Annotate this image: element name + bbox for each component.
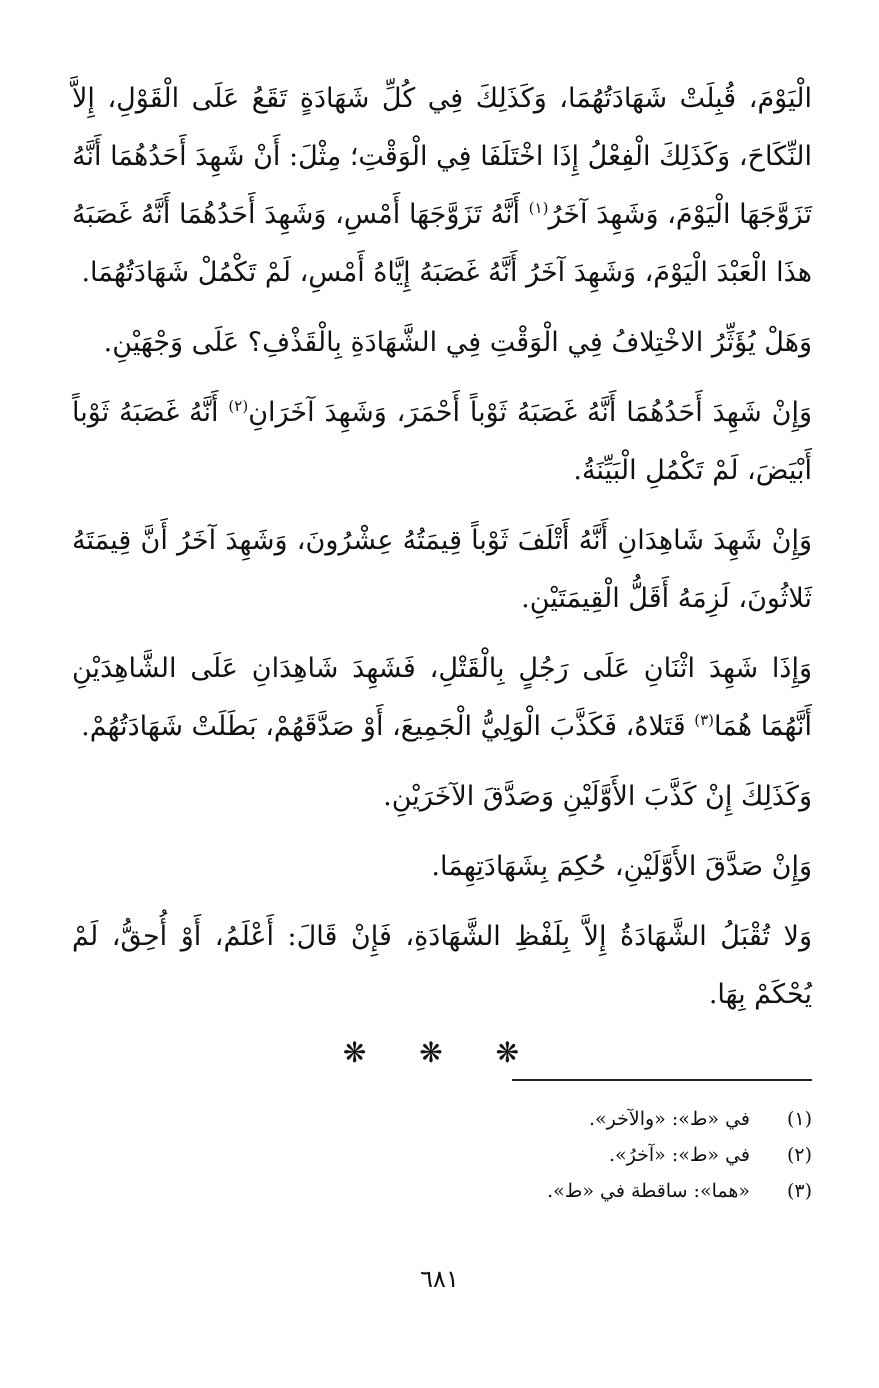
paragraph-text: أَنَّهُ غَصَبَهُ ثَوْباً أَبْيَضَ، لَمْ تَكْمُلِ الْبَيِّنَةُ. — [72, 397, 812, 486]
paragraph-text: وَإِنْ شَهِدَ أَحَدُهُمَا أَنَّهُ غَصَبَهُ ثَوْباً أَحْمَرَ، وَشَهِدَ آخَرَانِ — [248, 397, 812, 428]
footnote-3 — [72, 1173, 812, 1209]
section-separator: ❋ ❋ ❋ — [342, 1036, 542, 1069]
footnote-number: (١) — [786, 1108, 812, 1130]
paragraph-text: قَتَلاهُ، فَكَذَّبَ الْوَلِيُّ الْجَمِيعَ، أَوْ صَدَّقَهُمْ، بَطَلَتْ شَهَادَتُهُمْ. — [81, 711, 686, 742]
paragraph-text: الْيَوْمَ، قُبِلَتْ شَهَادَتُهُمَا، وَكَذَلِكَ فِي كُلِّ شَهَادَةٍ تَقَعُ عَلَى الْقَوْلِ، إِلاَّ النِّكَاحَ، وَكَذَلِكَ الْفِعْلُ إِذَا اخْتَلَفَا فِي الْوَقْتِ؛ مِثْلَ: أَنْ شَهِدَ أَحَدُهُمَا أَنَّهُ تَزَوَّجَهَا الْيَوْمَ، وَشَهِدَ آخَرُ — [72, 83, 812, 230]
paragraph-text: أَنَّهُ تَزَوَّجَهَا أَمْسِ، وَشَهِدَ أَحَدُهُمَا أَنَّهُ غَصَبَهُ هذَا الْعَبْدَ الْيَوْمَ، وَشَهِدَ آخَرُ أَنَّهُ غَصَبَهُ إِيَّاهُ أَمْسِ، لَمْ تَكْمُلْ شَهَادَتُهُمَا. — [72, 199, 812, 288]
paragraph-2: وَهَلْ يُؤَثِّرُ الاخْتِلافُ فِي الْوَقْتِ فِي الشَّهَادَةِ بِالْقَذْفِ؟ عَلَى وَجْهَيْنِ. — [103, 327, 812, 358]
paragraph-7: وَإِنْ صَدَّقَ الأَوَّلَيْنِ، حُكِمَ بِشَهَادَتِهِمَا. — [431, 851, 812, 882]
footnote-text: في «ط»: «آخرُ». — [608, 1144, 750, 1166]
page-body — [72, 70, 812, 1209]
footnote-text: «هما»: ساقطة في «ط». — [547, 1180, 750, 1202]
footnote-number: (٢) — [786, 1144, 812, 1166]
paragraph-8: وَلا تُقْبَلُ الشَّهَادَةُ إِلاَّ بِلَفْظِ الشَّهَادَةِ، فَإِنْ قَالَ: أَعْلَمُ، أَوْ أُحِقُّ، لَمْ يُحْكَمْ بِهَا. — [72, 921, 812, 1010]
paragraph-5 — [72, 640, 812, 756]
footnote-2 — [72, 1137, 812, 1173]
paragraph-4: وَإِنْ شَهِدَ شَاهِدَانِ أَنَّهُ أَتْلَفَ ثَوْباً قِيمَتُهُ عِشْرُونَ، وَشَهِدَ آخَرُ أَنَّ قِيمَتَهُ ثَلاثُونَ، لَزِمَهُ أَقَلُّ الْقِيمَتَيْنِ. — [72, 525, 812, 614]
footnote-rule — [512, 1079, 812, 1081]
footnote-1 — [72, 1101, 812, 1137]
paragraph-text: وَإِذَا شَهِدَ اثْنَانِ عَلَى رَجُلٍ بِالْقَتْلِ، فَشَهِدَ شَاهِدَانِ عَلَى الشَّاهِدَيْنِ أَنَّهُمَا هُمَا — [72, 653, 812, 742]
footnote-marker-2[interactable]: (٢) — [228, 397, 249, 415]
footnote-marker-3[interactable]: (٣) — [694, 711, 715, 729]
paragraph-3 — [72, 384, 812, 500]
footnote-text: في «ط»: «والآخر». — [588, 1108, 750, 1130]
page-number: ٦٨١ — [420, 1265, 459, 1293]
paragraph-6: وَكَذَلِكَ إِنْ كَذَّبَ الأَوَّلَيْنِ وَصَدَّقَ الآخَرَيْنِ. — [383, 781, 812, 812]
footnote-number: (٣) — [786, 1180, 812, 1202]
paragraph-1 — [72, 70, 812, 302]
footnote-marker-1[interactable]: (١) — [528, 199, 549, 217]
